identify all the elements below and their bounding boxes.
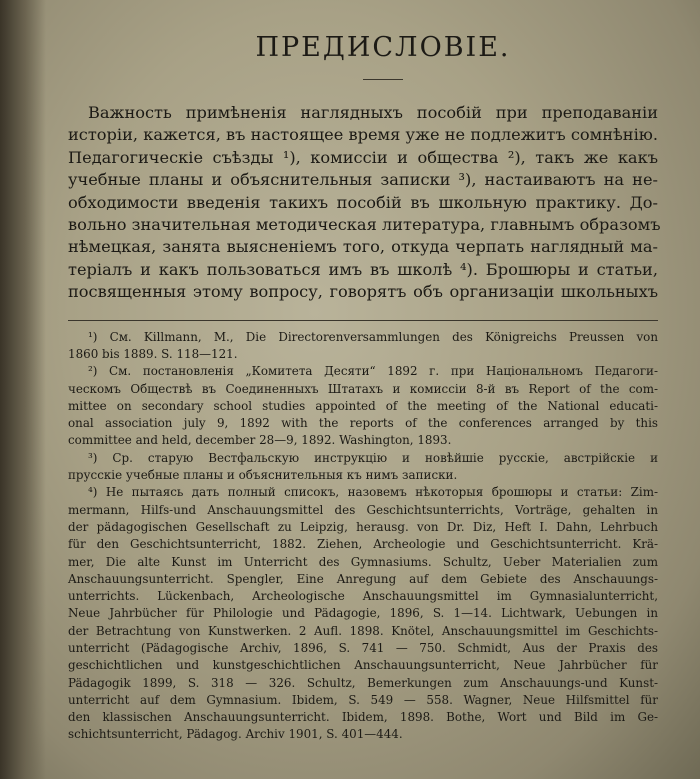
footnote-line: прусскiе учебные планы и объяснительныя къ нимъ записки. [68, 468, 458, 483]
footnote-rule [68, 320, 658, 321]
footnote-1 [68, 329, 658, 364]
book-spine-shadow [0, 0, 46, 779]
footnote-line: mittee on secondary school studies appointed of the meeting of the National educati- [68, 398, 658, 413]
body-line: терiалъ и какъ пользоваться имъ въ школѣ ⁴). Брошюры и статьи, [68, 259, 658, 279]
footnote-line: ческомъ Обществѣ въ Соединенныхъ Штатахъ и комиссiи 8-й въ Report of the com- [68, 381, 658, 396]
footnote-4 [68, 484, 658, 743]
footnote-line: 1860 bis 1889. S. 118—121. [68, 346, 238, 361]
footnote-line: schichtsunterricht, Pädagog. Archiv 1901, S. 401—444. [68, 727, 403, 742]
body-line: нѣмецкая, занята выясненiемъ того, откуда черпать наглядный ма- [68, 237, 658, 257]
footnote-line: Neue Jahrbücher für Philologie und Pädagogie, 1896, S. 1—14. Lichtwark, Uebungen in [68, 606, 658, 621]
body-line: исторiи, кажется, въ настоящее время уже не подлежитъ сомнѣнiю. [68, 125, 658, 145]
footnote-line: unterricht auf dem Gymnasium. Ibidem, S. 549 — 558. Wagner, Neue Hilfsmittel für [68, 692, 658, 707]
footnote-line: committee and held, december 28—9, 1892. Washington, 1893. [68, 433, 452, 448]
body-line: обходимости введенiя такихъ пособiй въ школьную практику. До- [68, 192, 658, 212]
body-line: посвященныя этому вопросу, говорятъ объ организацiи школьныхъ [68, 282, 658, 302]
footnote-line: Anschauungsunterricht. Spengler, Eine Anregung auf dem Gebiete des Anschauungs- [68, 571, 658, 586]
footnote-line: unterricht (Pädagogische Archiv, 1896, S. 741 — 750. Schmidt, Aus der Praxis des [68, 641, 658, 655]
body-line: вольно значительная методическая литература, главнымъ образомъ [68, 215, 661, 235]
footnote-line: ²) См. постановленiя „Комитета Десяти“ 1892 г. при Нацiональномъ Педагоги- [88, 364, 658, 379]
footnote-line: onal association july 9, 1892 with the reports of the conferences arranged by this [68, 416, 658, 431]
footnote-2 [68, 363, 658, 449]
footnote-line: der pädagogischen Gesellschaft zu Leipzig, herausg. von Dr. Diz, Heft I. Dahn, Lehrbuch [68, 519, 658, 534]
footnote-line: für den Geschichtsunterricht, 1882. Ziehen, Archeologie und Geschichtsunterricht. Krä- [68, 537, 658, 552]
footnote-line: der Betrachtung von Kunstwerken. 2 Aufl. 1898. Knötel, Anschauungsmittel im Geschichts- [68, 623, 658, 638]
footnote-3 [68, 450, 658, 485]
footnote-line: unterrichts. Lückenbach, Archeologische Anschauungsmittel im Gymnasialunterricht, [68, 589, 658, 604]
title-rule [363, 79, 403, 80]
footnote-line: Pädagogik 1899, S. 318 — 326. Schultz, Bemerkungen zum Anschauungs-und Kunst- [68, 675, 658, 690]
footnote-line: den klassischen Anschauungsunterricht. Ibidem, 1898. Bothe, Wort und Bild im Ge- [68, 710, 658, 725]
body-line: учебные планы и объяснительныя записки ³), настаиваютъ на не- [68, 170, 658, 190]
footnotes [68, 329, 658, 744]
footnote-line: mer, Die alte Kunst im Unterricht des Gymnasiums. Schultz, Ueber Materialien zum [68, 554, 658, 569]
page-title: ПРЕДИСЛОВIЕ. [255, 32, 511, 63]
footnote-line: ⁴) Не пытаясь дать полный списокъ, назовемъ нѣкоторыя брошюры и статьи: Zim- [88, 485, 658, 500]
footnote-line: ³) Ср. старую Вестфальскую инструкцiю и новѣйшiе русскiе, австрiйскiе и [88, 450, 658, 465]
page-content [68, 32, 661, 744]
footnote-line: mermann, Hilfs-und Anschauungsmittel des Geschichtsunterrichts, Vorträge, gehalten in [68, 502, 658, 517]
footnote-line: ¹) См. Killmann, M., Die Directorenversammlungen des Königreichs Preussen von [88, 329, 658, 344]
footnote-line: geschichtlichen und kunstgeschichtlichen Anschauungsunterricht, Neue Jahrbücher für [68, 658, 658, 673]
body-line: Важность примѣненiя наглядныхъ пособiй при преподаванiи [88, 103, 658, 122]
body-paragraph [68, 102, 661, 304]
body-line: Педагогическiе съѣзды ¹), комиссiи и общества ²), такъ же какъ [68, 147, 658, 167]
